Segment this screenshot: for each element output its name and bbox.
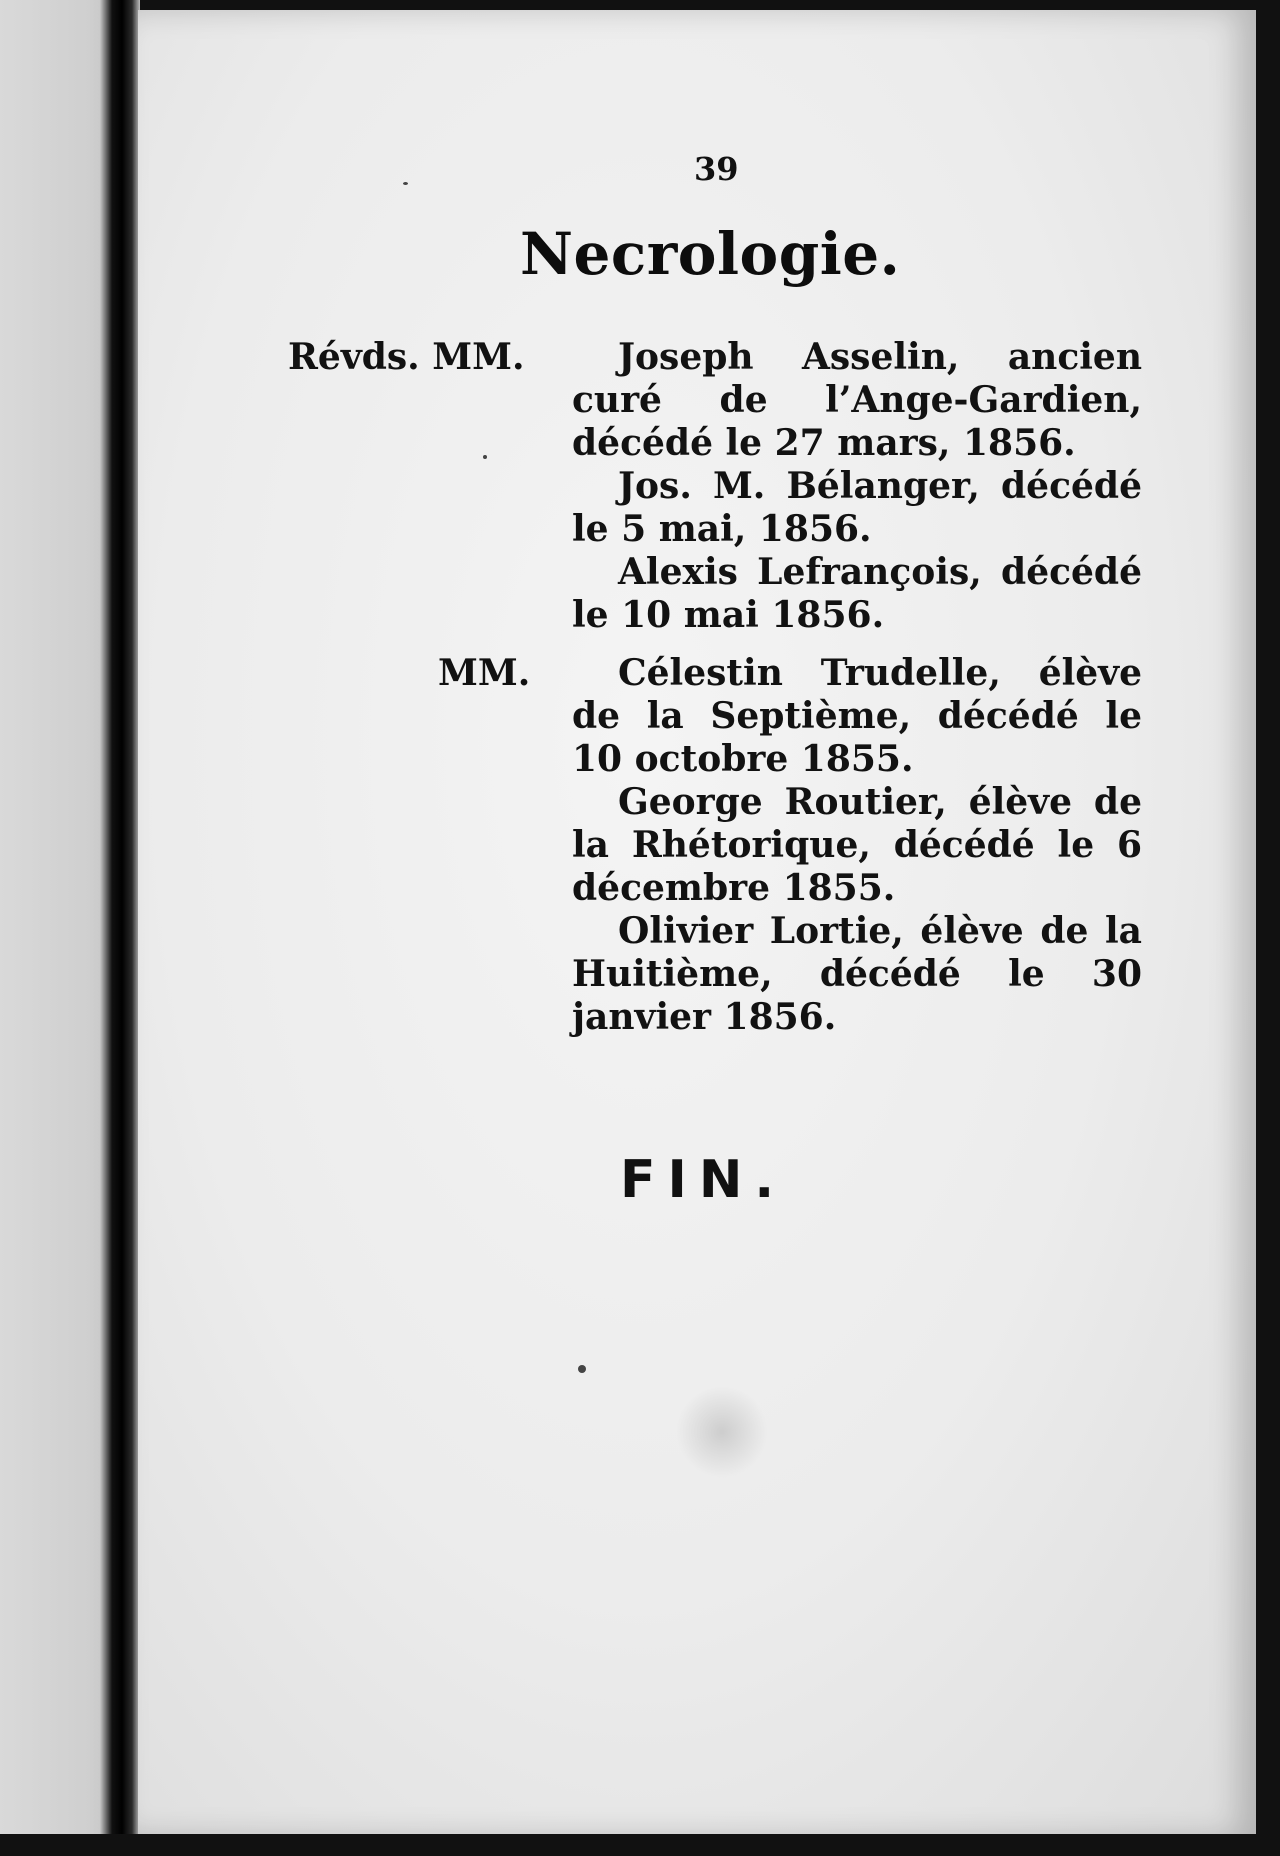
page-number: 39 — [694, 150, 739, 188]
obituary-list-reverends — [572, 336, 1142, 637]
end-marker: FIN. — [620, 1150, 787, 1210]
paper-stain — [676, 1386, 768, 1478]
obituary-entry: Jos. M. Bélanger, décédé le 5 mai, 1856. — [572, 465, 1142, 550]
section-label-students: MM. — [438, 652, 531, 694]
section-heading: Necrologie. — [520, 220, 901, 288]
ink-speck — [483, 455, 487, 459]
obituary-entry: Olivier Lortie, élève de la Huitième, décédé le 30 janvier 1856. — [572, 910, 1142, 1038]
obituary-entry: Joseph Asselin, ancien curé de l’Ange-Gardien, décédé le 27 mars, 1856. — [572, 336, 1142, 464]
scan-border-right — [1256, 0, 1280, 1856]
section-label-reverends: Révds. MM. — [288, 336, 525, 378]
book-gutter — [100, 0, 140, 1856]
scan-border-top — [0, 0, 1280, 10]
obituary-entry: George Routier, élève de la Rhétorique, décédé le 6 décembre 1855. — [572, 781, 1142, 909]
ink-speck — [578, 1365, 586, 1373]
obituary-entry: Alexis Lefrançois, décédé le 10 mai 1856. — [572, 551, 1142, 636]
scan-border-bottom — [0, 1834, 1280, 1856]
obituary-list-students — [572, 652, 1142, 1039]
obituary-entry: Célestin Trudelle, élève de la Septième, décédé le 10 octobre 1855. — [572, 652, 1142, 780]
ink-speck — [403, 182, 408, 185]
